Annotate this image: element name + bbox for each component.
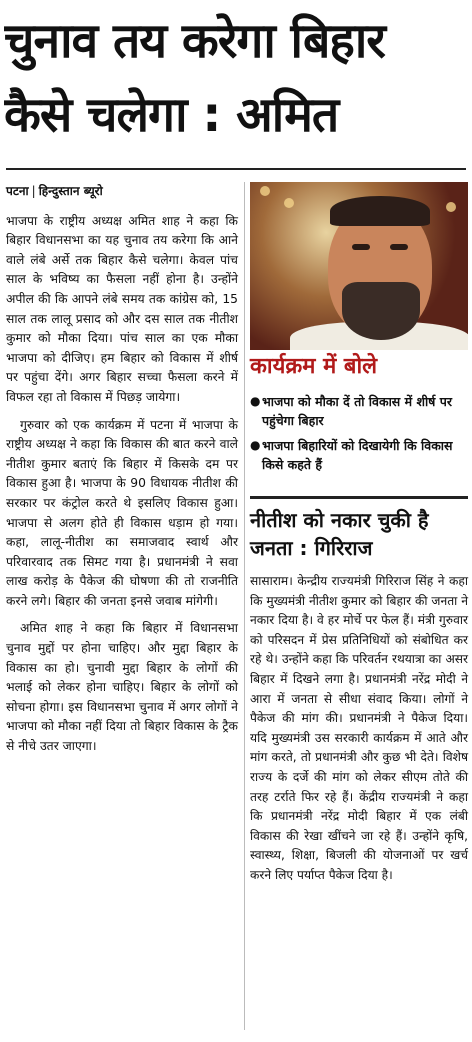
column-divider bbox=[244, 182, 245, 1030]
article-paragraph-2: गुरुवार को एक कार्यक्रम में पटना में भाजपा के राष्ट्रीय अध्यक्ष ने कहा कि विकास की बात करने वाले नीतीश कुमार बताएं कि बिहार में किसके दम पर विकास हुआ है। भाजपा के 90 विधायक नीतीश की सरकार पर कंट्रोल करते थे इसलिए विकास हुआ। भाजपा से अलग होते ही विकास धड़ाम हो गया। कहा, लालू-नीतीश का समाजवाद स्वार्थ और परिवारवाद तक सिमट गया है। प्रधानमंत्री ने सवा लाख करोड़ के पैकेज की घोषणा की तो राजनीति करने लगे। बिहार की जनता इनसे जवाब मांगेगी। bbox=[6, 417, 238, 608]
main-article bbox=[6, 182, 238, 765]
photo-light bbox=[284, 198, 294, 208]
dateline-source: हिन्दुस्तान ब्यूरो bbox=[38, 184, 103, 198]
photo-beard bbox=[342, 282, 420, 340]
dateline-separator: | bbox=[31, 184, 36, 198]
highlight-bullet bbox=[250, 436, 468, 474]
photo-light bbox=[260, 186, 270, 196]
highlight-bullet bbox=[250, 392, 468, 430]
highlight-bullets bbox=[250, 392, 468, 480]
photo-eye bbox=[352, 244, 370, 250]
bullet-icon: ● bbox=[250, 394, 261, 408]
photo-light bbox=[446, 202, 456, 212]
headline bbox=[4, 4, 468, 152]
bullet-text: भाजपा बिहारियों को दिखायेगी कि विकास किसे कहते हैं bbox=[262, 438, 453, 472]
highlight-heading: कार्यक्रम में बोले bbox=[250, 354, 378, 379]
photo-hair bbox=[330, 196, 430, 226]
side-story-rule bbox=[250, 496, 468, 499]
article-paragraph-1: भाजपा के राष्ट्रीय अध्यक्ष अमित शाह ने कहा कि बिहार विधानसभा का यह चुनाव तय करेगा कि आने वाले लंबे अर्से तक बिहार कैसे चलेगा। केवल पांच साल के भविष्य का फैसला नहीं होना है। उन्होंने अपील की कि आपने लंबे समय तक कांग्रेस को, 15 साल तक लालू प्रसाद को और दस साल तक नीतीश कुमार को मौका दिया। पांच साल का एक मौका भाजपा को दीजिए। हम बिहार को विकास में शीर्ष पर पहुंचा देंगे। अगर बिहार सच्चा फैसला करने में विफल रहा तो विकास में पिछड़ जायेगा। bbox=[6, 213, 238, 404]
dateline-place: पटना bbox=[6, 184, 29, 198]
headline-rule bbox=[6, 168, 466, 170]
amit-shah-photo bbox=[250, 182, 468, 350]
dateline bbox=[6, 182, 238, 202]
photo-eye bbox=[390, 244, 408, 250]
side-story-heading: नीतीश को नकार चुकी है जनता : गिरिराज bbox=[250, 508, 429, 560]
bullet-text: भाजपा को मौका दें तो विकास में शीर्ष पर पहुंचेगा बिहार bbox=[262, 394, 452, 428]
headline-line-2: कैसे चलेगा : अमित bbox=[4, 87, 339, 143]
article-paragraph-3: अमित शाह ने कहा कि बिहार में विधानसभा चुनाव मुद्दों पर होना चाहिए। और मुद्दा बिहार के विकास का हो। चुनावी मुद्दा बिहार के लोगों की भलाई को लेकर होना चाहिए। बिहार के लोगों को सोचना होगा। इस विधानसभा चुनाव में अगर लोगों ने भाजपा को मौका नहीं दिया तो बिहार विकास के ट्रैक से नीचे उतर जाएगा। bbox=[6, 621, 238, 754]
side-story-body: सासाराम। केन्द्रीय राज्यमंत्री गिरिराज सिंह ने कहा कि मुख्यमंत्री नीतीश कुमार को बिहार की जनता ने नकार दिया है। वे हर मोर्चे पर फेल हैं। मंत्री गुरुवार को परिसदन में प्रेस प्रतिनिधियों को संबोधित कर रहे थे। उन्होंने कहा कि परिवर्तन रथयात्रा का असर बिहार में दिखने लगा है। प्रधानमंत्री नरेंद्र मोदी ने आरा में जनता से सीधा संवाद किया। लोगों ने पैकेज की मांग की। प्रधानमंत्री ने पैकेज दिया। यदि मुख्यमंत्री उस सरकारी कार्यक्रम में आते और मांग करते, तो प्रधानमंत्री और कुछ भी देते। विशेष राज्य के दर्जे की मांग को लेकर सीएम तोते की तरह टर्राते फिर रहे हैं। केंद्रीय राज्यमंत्री ने कहा कि प्रधानमंत्री नरेंद्र मोदी बिहार में एक लंबी विकास की रेखा खींचने जा रहे हैं। उन्होंने कृषि, स्वास्थ्य, शिक्षा, बिजली की योजनाओं पर खर्च करने लिए पर्याप्त पैकेज दिया है। bbox=[250, 574, 468, 882]
bullet-icon: ● bbox=[250, 438, 261, 452]
headline-line-1: चुनाव तय करेगा बिहार bbox=[4, 13, 385, 69]
